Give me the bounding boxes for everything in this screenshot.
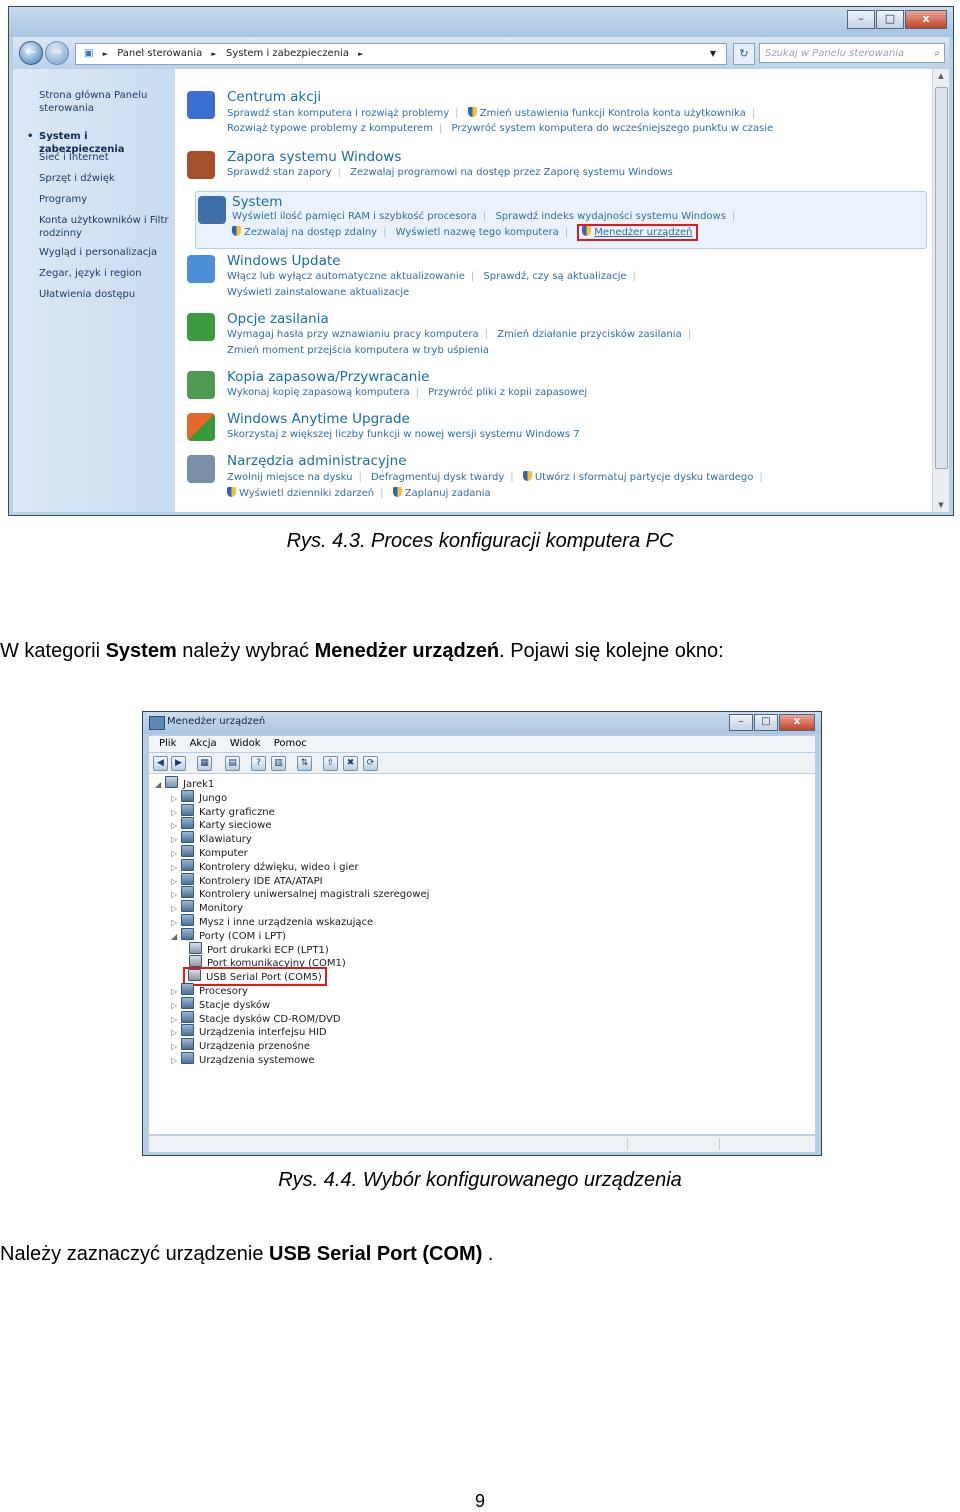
tree-node-label: Jungo <box>199 792 228 804</box>
bold-text: System <box>105 640 177 662</box>
search-input[interactable] <box>759 43 945 63</box>
device-category-icon <box>181 873 194 885</box>
tree-category[interactable] <box>171 983 248 998</box>
link[interactable]: Wymagaj hasła przy wznawianiu pracy komputera <box>227 329 479 340</box>
device-category-icon <box>181 817 194 829</box>
device-category-icon <box>181 1024 194 1036</box>
figure-caption-4-4: Rys. 4.4. Wybór konfigurowanego urządzenia <box>278 1169 682 1191</box>
tree-node-label: Komputer <box>199 848 248 859</box>
tree-node-label: Kontrolery dźwięku, wideo i gier <box>199 861 359 873</box>
uac-shield-icon <box>393 487 402 497</box>
port-icon <box>188 969 201 981</box>
category-backup: Kopia zapasowa/Przywracanie Wykonaj kopię zapasową komputera | Przywróć pliki z kopii zapasowej <box>183 367 927 407</box>
tree-node-label: Kontrolery IDE ATA/ATAPI <box>199 875 323 887</box>
tree-node-label: Klawiatury <box>199 834 252 846</box>
link[interactable]: Zaplanuj zadania <box>404 488 491 499</box>
help-icon[interactable]: ? <box>251 756 266 771</box>
tree-node-label: USB Serial Port (COM5) <box>206 972 322 984</box>
sidebar-item-home[interactable]: Strona główna Panelu sterowania <box>39 90 148 114</box>
expand-icon[interactable]: ▷ <box>171 918 178 927</box>
device-manager-icon <box>149 716 165 730</box>
text: W kategorii <box>0 640 106 662</box>
link[interactable]: Zmień moment przejścia komputera w tryb uśpienia <box>227 345 490 356</box>
category-title[interactable]: Narzędzia administracyjne <box>227 453 407 469</box>
chevron-down-icon[interactable]: ▼ <box>709 49 716 58</box>
window-titlebar <box>143 712 821 734</box>
window-controls <box>728 714 815 731</box>
category-firewall: Zapora systemu Windows Sprawdź stan zapory | Zezwalaj programowi na dostęp przez Zaporę systemu Windows <box>183 147 927 187</box>
device-category-icon <box>181 900 194 912</box>
forward-icon[interactable]: ▶ <box>171 756 186 771</box>
status-divider <box>627 1138 628 1150</box>
computer-icon <box>165 776 178 788</box>
link[interactable]: Włącz lub wyłącz automatyczne aktualizowanie <box>227 271 465 282</box>
category-title[interactable]: Opcje zasilania <box>227 311 329 327</box>
menu-bar <box>149 736 815 752</box>
sidebar-item-programs[interactable]: Programy <box>39 194 88 205</box>
uac-shield-icon <box>468 107 477 117</box>
device-manager-screenshot <box>142 711 822 1156</box>
tree-node-label: Jarek1 <box>183 779 215 790</box>
device-category-icon <box>181 997 194 1009</box>
flag-icon <box>187 91 215 119</box>
minimize-button[interactable]: – <box>729 714 753 731</box>
tree-node-label: Urządzenia systemowe <box>199 1055 315 1066</box>
menu-action[interactable]: Akcja <box>189 738 217 749</box>
rescan-icon[interactable]: ⟳ <box>363 756 378 771</box>
tree-device[interactable] <box>189 942 329 957</box>
uninstall-icon[interactable]: ✖ <box>343 756 358 771</box>
link[interactable]: Zmień ustawienia funkcji Kontrola konta użytkownika <box>479 108 746 119</box>
close-button[interactable]: x <box>779 714 815 731</box>
tree-category[interactable] <box>171 886 429 901</box>
device-category-icon <box>181 859 194 871</box>
device-category-icon <box>181 1011 194 1023</box>
windows-logo-icon <box>187 413 215 441</box>
link[interactable]: Sprawdź indeks wydajności systemu Windows <box>495 211 726 222</box>
scroll-down-icon[interactable]: ▼ <box>938 501 944 509</box>
expand-icon[interactable]: ▷ <box>171 904 178 914</box>
link[interactable]: Zmień działanie przycisków zasilania <box>497 329 682 340</box>
expand-icon[interactable]: ▷ <box>171 821 178 831</box>
uac-shield-icon <box>523 471 532 481</box>
link[interactable]: Przywróć system komputera do wcześniejszego punktu w czasie <box>451 123 774 134</box>
collapse-icon[interactable]: ◢ <box>155 780 162 789</box>
windows-update-icon <box>187 255 215 283</box>
scroll-up-icon[interactable]: ▲ <box>938 72 944 80</box>
bold-text: Menedżer urządzeń <box>314 640 500 662</box>
bold-text: USB Serial Port (COM) <box>269 1243 483 1265</box>
category-title[interactable]: Windows Update <box>227 253 341 269</box>
expand-icon[interactable]: ▷ <box>171 876 178 886</box>
link[interactable]: Wyświetl zainstalowane aktualizacje <box>227 287 410 298</box>
vertical-scrollbar[interactable] <box>932 69 949 512</box>
link[interactable]: Rozwiąż typowe problemy z komputerem <box>227 123 433 134</box>
link[interactable]: Zwolnij miejsce na dysku <box>227 472 353 483</box>
device-category-icon <box>181 790 194 802</box>
control-panel-icon: ▣ <box>84 48 94 59</box>
menu-help[interactable]: Pomoc <box>273 738 307 749</box>
link[interactable]: Przywróć pliki z kopii zapasowej <box>428 387 588 398</box>
status-bar <box>149 1135 815 1152</box>
update-driver-icon[interactable]: ⇧ <box>323 756 338 771</box>
sidebar-item-network[interactable]: Sieć i Internet <box>39 152 109 163</box>
expand-icon[interactable]: ▷ <box>171 987 178 996</box>
maximize-button[interactable]: □ <box>754 714 778 731</box>
link[interactable]: Sprawdź stan zapory <box>227 167 332 178</box>
device-category-icon <box>181 1038 194 1050</box>
text: należy wybrać <box>176 640 315 662</box>
link[interactable]: Sprawdź, czy są aktualizacje <box>483 271 627 282</box>
tree-root[interactable] <box>155 776 214 791</box>
tree-category[interactable] <box>171 859 359 874</box>
back-icon[interactable]: ◀ <box>153 756 168 771</box>
device-category-icon <box>181 983 194 995</box>
text: . <box>482 1243 494 1265</box>
figure-caption-4-3: Rys. 4.3. Proces konfiguracji komputera PC <box>286 530 674 552</box>
category-admin-tools: Narzędzia administracyjne Zwolnij miejsce na dysku | Defragmentuj dysk twardy | Utwórz i sformatuj partycje dysku twardego | Wyświetl dzienniki zdarzeń | Zaplanuj zadania <box>183 451 927 507</box>
tree-category[interactable] <box>171 1052 315 1067</box>
menu-view[interactable]: Widok <box>229 738 261 749</box>
category-list <box>175 69 935 512</box>
expand-icon[interactable]: ▷ <box>171 862 178 872</box>
category-title[interactable]: Kopia zapasowa/Przywracanie <box>227 369 430 385</box>
tree-node-label: Monitory <box>199 903 243 915</box>
sidebar-item-accessibility[interactable]: Ułatwienia dostępu <box>39 289 136 300</box>
backup-icon <box>187 371 215 399</box>
maximize-button[interactable]: □ <box>876 10 904 29</box>
category-title[interactable]: Windows Anytime Upgrade <box>227 411 410 427</box>
category-action-center: Centrum akcji Sprawdź stan komputera i rozwiąż problemy | Zmień ustawienia funkcji Kontrola konta użytkownika | Rozwiąż typowe problemy z komputerem | Przywróć system komputera do wcześniejszego punktu w czasie <box>183 87 927 143</box>
tree-node-label: Urządzenia interfejsu HID <box>199 1027 327 1039</box>
category-title[interactable]: Zapora systemu Windows <box>227 149 402 165</box>
tree-category[interactable] <box>171 1011 341 1026</box>
tree-category[interactable] <box>171 1024 327 1039</box>
page-number: 9 <box>474 1491 485 1511</box>
category-power-options: Opcje zasilania Wymagaj hasła przy wznawianiu pracy komputera | Zmień działanie przycisków zasilania | Zmień moment przejścia komputera w tryb uśpienia <box>183 309 927 365</box>
tree-category[interactable] <box>171 873 323 888</box>
sidebar-item-appearance[interactable]: Wygląd i personalizacja <box>39 247 158 258</box>
breadcrumb-separator: ► <box>358 50 364 58</box>
tree-node-label: Porty (COM i LPT) <box>199 930 287 942</box>
status-divider <box>719 1138 720 1150</box>
device-category-icon <box>181 804 194 816</box>
tree-category[interactable] <box>171 804 275 819</box>
expand-icon[interactable]: ▷ <box>171 1042 178 1052</box>
expand-icon[interactable]: ▷ <box>171 1000 178 1010</box>
tree-node-label: Port komunikacyjny (COM1) <box>207 958 346 970</box>
link[interactable]: Wyświetl nazwę tego komputera <box>395 227 559 238</box>
paragraph-2 <box>0 1243 494 1266</box>
forward-button[interactable]: → <box>45 41 69 65</box>
category-title[interactable]: Centrum akcji <box>227 89 322 105</box>
window-controls <box>846 10 947 29</box>
computer-icon <box>198 196 226 224</box>
menu-file[interactable]: Plik <box>159 738 177 749</box>
tree-node-label: Karty graficzne <box>199 806 275 818</box>
properties-icon[interactable]: ▤ <box>225 756 240 771</box>
port-icon <box>189 942 202 954</box>
search-icon[interactable]: ⌕ <box>934 48 940 59</box>
refresh-button[interactable]: ↻ <box>733 43 755 65</box>
breadcrumb-separator: ► <box>211 50 217 58</box>
sidebar <box>13 69 175 512</box>
scan-hardware-icon[interactable]: ⇅ <box>297 756 312 771</box>
address-bar[interactable] <box>75 43 727 65</box>
device-manager-highlight <box>577 224 697 241</box>
paragraph-1 <box>0 640 724 663</box>
link[interactable]: Wyświetl dzienniki zdarzeń <box>239 488 375 499</box>
text: Należy zaznaczyć urządzenie <box>0 1243 270 1265</box>
toolbar <box>149 753 815 774</box>
device-category-icon <box>181 886 194 898</box>
category-system: System Wyświetl ilość pamięci RAM i szybkość procesora | Sprawdź indeks wydajności systemu Windows | Zezwalaj na dostęp zdalny | Wyświetl nazwę tego komputera | Menedżer urządzeń <box>195 191 927 249</box>
tree-node-label: Karty sieciowe <box>199 820 272 832</box>
link[interactable]: Defragmentuj dysk twardy <box>371 472 505 483</box>
device-tree <box>149 774 815 1134</box>
tree-node-label: Procesory <box>199 986 248 997</box>
sidebar-item-user-accounts[interactable]: Konta użytkowników i Filtr rodzinny <box>39 215 169 239</box>
device-category-icon <box>181 928 194 940</box>
tree-category[interactable] <box>171 900 243 915</box>
uac-shield-icon <box>227 487 236 497</box>
tree-category[interactable] <box>171 790 227 805</box>
expand-icon[interactable]: ▷ <box>171 807 178 817</box>
tree-node-label: Stacje dysków CD-ROM/DVD <box>199 1013 341 1025</box>
expand-icon[interactable]: ▷ <box>171 793 178 803</box>
link[interactable]: Skorzystaj z większej liczby funkcji w nowej wersji systemu Windows 7 <box>227 429 580 440</box>
view-icon[interactable]: ▥ <box>271 756 286 771</box>
category-anytime-upgrade <box>183 409 927 449</box>
text: . Pojawi się kolejne okno: <box>499 640 724 662</box>
tree-node-label: Urządzenia przenośne <box>199 1041 310 1053</box>
window-title: Menedżer urządzeń <box>167 716 266 727</box>
device-category-icon <box>181 914 194 926</box>
sidebar-item-hardware[interactable]: Sprzęt i dźwięk <box>39 173 115 184</box>
link[interactable]: Wykonaj kopię zapasową komputera <box>227 387 410 398</box>
expand-icon[interactable]: ▷ <box>171 890 178 900</box>
device-category-icon <box>181 831 194 843</box>
expand-icon[interactable]: ▷ <box>171 1028 178 1038</box>
admin-tools-icon <box>187 455 215 483</box>
collapse-icon[interactable]: ◢ <box>171 931 178 941</box>
breadcrumb-control-panel[interactable]: Panel sterowania <box>117 48 203 59</box>
back-button[interactable]: ← <box>19 41 43 65</box>
link[interactable]: Zezwalaj programowi na dostęp przez Zaporę systemu Windows <box>350 167 673 178</box>
window-titlebar <box>9 7 953 37</box>
port-icon <box>189 955 202 967</box>
control-panel-screenshot <box>8 6 954 516</box>
tree-category[interactable] <box>171 1038 310 1053</box>
tree-category[interactable] <box>171 914 373 929</box>
tree-category[interactable] <box>171 928 286 943</box>
uac-shield-icon <box>582 226 591 236</box>
close-button[interactable]: x <box>905 10 947 29</box>
power-icon <box>187 313 215 341</box>
link[interactable]: Sprawdź stan komputera i rozwiąż problemy <box>227 108 450 119</box>
tree-category[interactable] <box>171 997 270 1012</box>
sidebar-item-system-security[interactable]: • System i zabezpieczenia <box>39 130 169 156</box>
device-category-icon <box>181 845 194 857</box>
tree-node-label: Stacje dysków <box>199 999 271 1011</box>
tree-category[interactable] <box>171 817 272 832</box>
device-manager-link[interactable]: Menedżer urządzeń <box>594 227 693 238</box>
link[interactable]: Wyświetl ilość pamięci RAM i szybkość procesora <box>232 211 477 222</box>
uac-shield-icon <box>232 226 241 236</box>
link[interactable]: Utwórz i sformatuj partycje dysku twardego <box>534 472 754 483</box>
firewall-icon <box>187 151 215 179</box>
expand-icon[interactable]: ▷ <box>171 1014 178 1024</box>
expand-icon[interactable]: ▷ <box>171 849 178 858</box>
tree-category[interactable] <box>171 831 252 846</box>
minimize-button[interactable]: – <box>847 10 875 29</box>
category-title[interactable]: System <box>232 194 283 210</box>
sidebar-item-clock-region[interactable]: Zegar, język i region <box>39 268 142 279</box>
device-category-icon <box>181 1052 194 1064</box>
tree-node-label: Mysz i inne urządzenia wskazujące <box>199 917 374 928</box>
search-placeholder: Szukaj w Panelu sterowania <box>765 48 905 59</box>
category-windows-update: Windows Update Włącz lub wyłącz automatyczne aktualizowanie | Sprawdź, czy są aktualizacje | Wyświetl zainstalowane aktualizacje <box>183 251 927 307</box>
expand-icon[interactable]: ▷ <box>171 835 178 845</box>
scrollbar-thumb[interactable] <box>935 87 948 469</box>
breadcrumb-separator: ► <box>102 50 109 58</box>
navigation-bar <box>13 37 949 69</box>
breadcrumb-system-security[interactable]: System i zabezpieczenia <box>225 48 349 59</box>
tree-node-label: Port drukarki ECP (LPT1) <box>207 944 329 956</box>
tree-category[interactable] <box>171 845 248 860</box>
tree-node-label: Kontrolery uniwersalnej magistrali szeregowej <box>199 889 430 901</box>
show-hide-tree-icon[interactable]: ▦ <box>197 756 212 771</box>
link[interactable]: Zezwalaj na dostęp zdalny <box>244 227 378 238</box>
expand-icon[interactable]: ▷ <box>171 1056 178 1065</box>
